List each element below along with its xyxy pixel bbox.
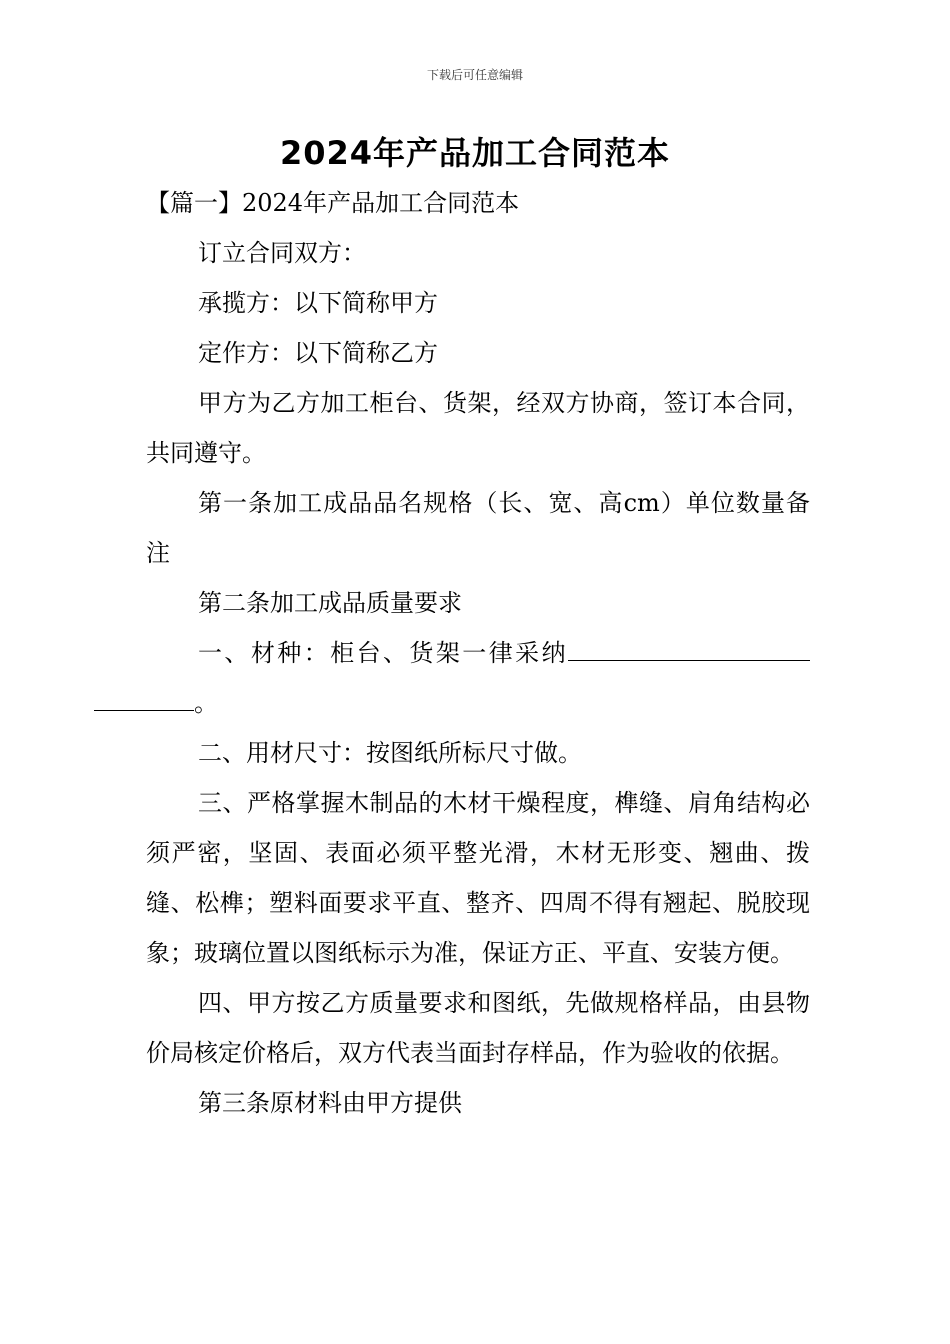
document-title: 2024年产品加工合同范本 [279,134,671,172]
paragraph-article-3: 第三条原材料由甲方提供 [198,1089,462,1117]
paragraph-parties: 订立合同双方： [198,239,366,267]
paragraph-article-2: 第二条加工成品质量要求 [198,589,462,617]
paragraph-article-1: 第一条加工成品品名规格（长、宽、高cm）单位数量备注 [146,489,810,567]
paragraph-client: 定作方：以下简称乙方 [198,339,438,367]
paragraph-contractor: 承揽方：以下简称甲方 [198,289,438,317]
paragraph-dimensions: 二、用材尺寸：按图纸所标尺寸做。 [198,739,582,767]
paragraph-sample-approval: 四、甲方按乙方质量要求和图纸，先做规格样品，由县物价局核定价格后，双方代表当面封存样品，作为验收的依据。 [146,989,810,1067]
material-prefix: 一、材种：柜台、货架一律采纳 [198,639,568,667]
paragraph-quality-control: 三、严格掌握木制品的木材干燥程度，榫缝、肩角结构必须严密，坚固、表面必须平整光滑，木材无形变、翘曲、拨缝、松榫；塑料面要求平直、整齐、四周不得有翘起、脱胶现象；玻璃位置以图纸标示为准，保证方正、平直、安装方便。 [146,789,810,967]
paragraph-material [146,628,810,728]
material-blank-line [568,630,810,661]
material-blank-line-continued [94,680,194,711]
material-suffix: 。 [194,689,218,717]
document-body [146,178,810,1128]
section-heading: 【篇一】2024年产品加工合同范本 [146,189,520,217]
paragraph-agreement: 甲方为乙方加工柜台、货架，经双方协商，签订本合同，共同遵守。 [146,389,810,467]
header-note: 下载后可任意编辑 [426,68,523,82]
